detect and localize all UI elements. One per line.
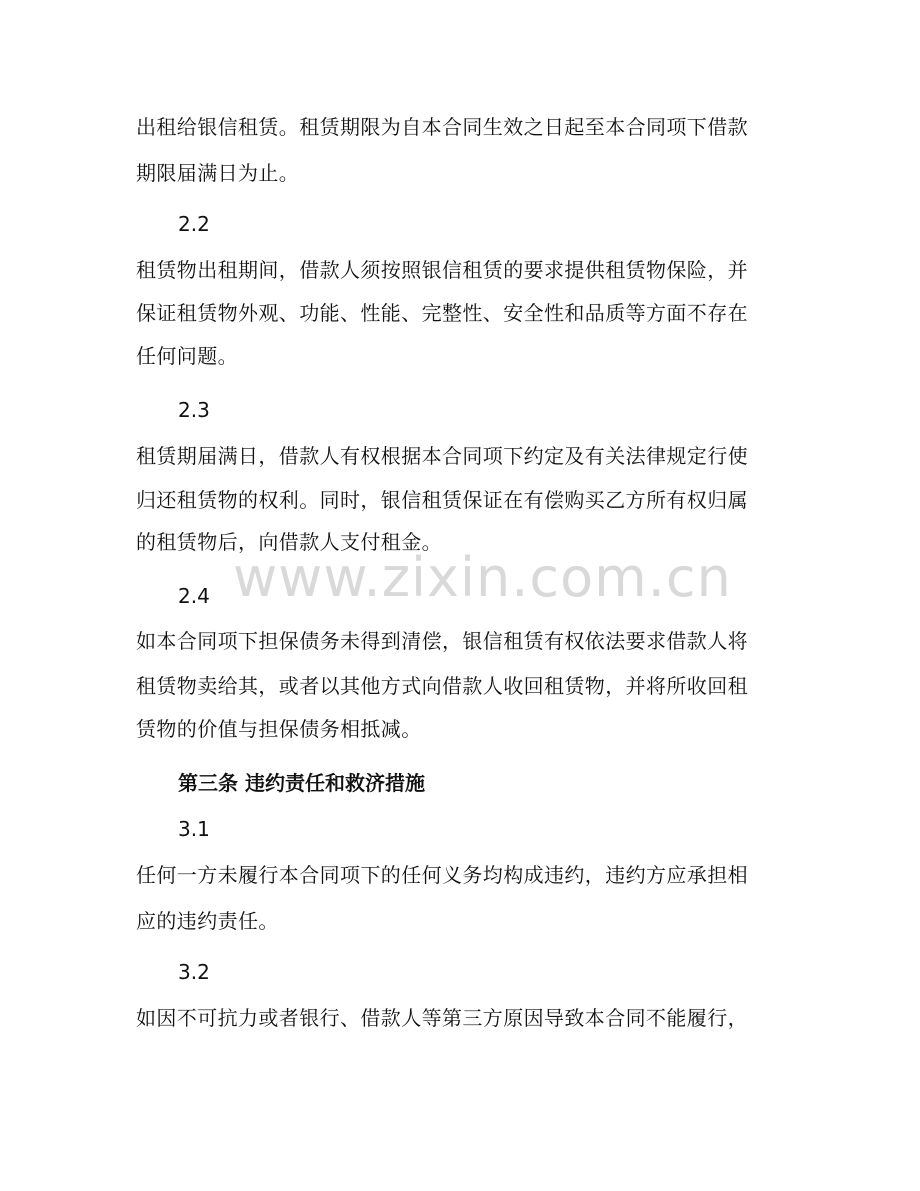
- paragraph-line: 出租给银信租赁。租赁期限为自本合同生效之日起至本合同项下借款: [136, 115, 748, 139]
- paragraph-line: 赁物的价值与担保债务相抵减。: [136, 717, 422, 741]
- section-number: 2.4: [178, 584, 210, 608]
- paragraph-line: 归还租赁物的权利。同时，银信租赁保证在有偿购买乙方所有权归属: [136, 488, 748, 512]
- paragraph-line: 如本合同项下担保债务未得到清偿，银信租赁有权依法要求借款人将: [136, 629, 748, 653]
- watermark: www.zixin.com.cn: [233, 546, 732, 609]
- paragraph-line: 期限届满日为止。: [136, 161, 300, 185]
- paragraph-line: 任何问题。: [136, 344, 238, 368]
- section-number: 3.2: [178, 960, 210, 984]
- section-number: 3.1: [178, 817, 210, 841]
- section-number: 2.2: [178, 212, 210, 236]
- paragraph-line: 保证租赁物外观、功能、性能、完整性、安全性和品质等方面不存在: [136, 301, 748, 325]
- section-number: 2.3: [178, 398, 210, 422]
- paragraph-line: 如因不可抗力或者银行、借款人等第三方原因导致本合同不能履行，: [136, 1006, 748, 1030]
- paragraph-line: 租赁物卖给其，或者以其他方式向借款人收回租赁物，并将所收回租: [136, 674, 748, 698]
- paragraph-line: 的租赁物后，向借款人支付租金。: [136, 530, 442, 554]
- paragraph-line: 应的违约责任。: [136, 909, 279, 933]
- paragraph-line: 租赁期届满日，借款人有权根据本合同项下约定及有关法律规定行使: [136, 444, 748, 468]
- paragraph-line: 租赁物出租期间，借款人须按照银信租赁的要求提供租赁物保险，并: [136, 258, 748, 282]
- article-heading: 第三条 违约责任和救济措施: [178, 771, 425, 795]
- paragraph-line: 任何一方未履行本合同项下的任何义务均构成违约，违约方应承担相: [136, 863, 748, 887]
